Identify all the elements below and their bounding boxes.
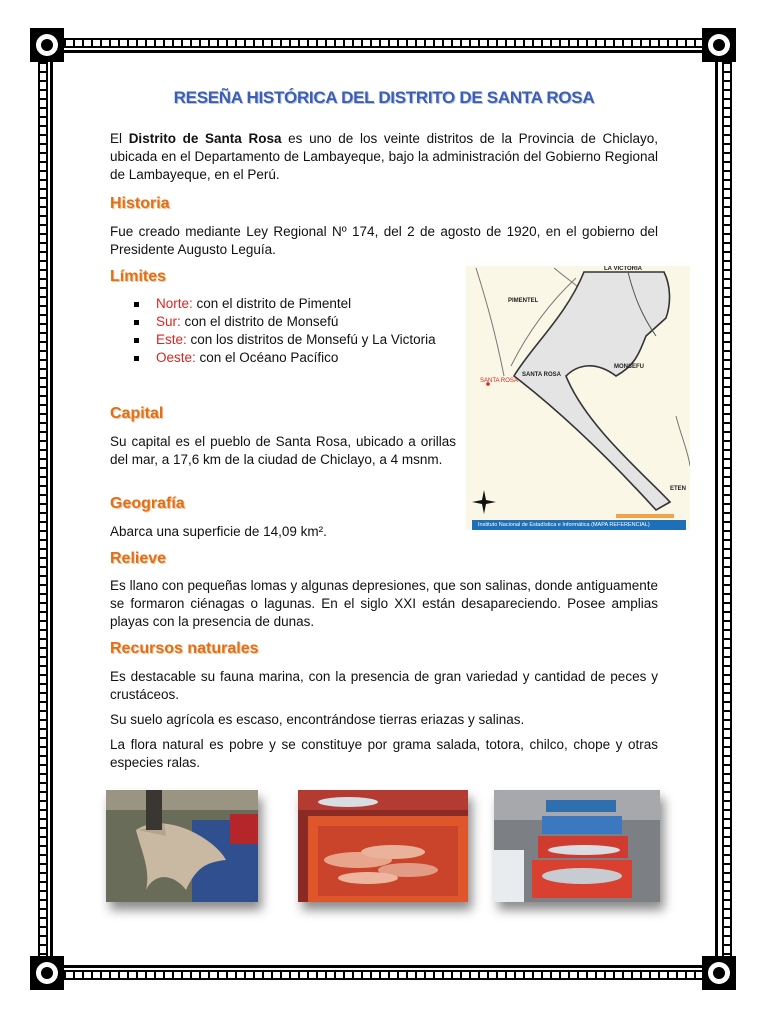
heading-recursos: Recursos naturales	[110, 640, 259, 657]
corner-ornament-top-right	[702, 28, 736, 62]
fish-market-photo	[494, 790, 660, 902]
recursos-text-3: La flora natural es pobre y se constituye por grama salada, totora, chilco, chope y otras especies ralas.	[110, 737, 658, 770]
fish-crate-photo	[298, 790, 468, 902]
list-item: Sur: con el distrito de Monsefú	[134, 313, 436, 331]
district-map-drawing	[466, 266, 690, 530]
geografia-text: Abarca una superficie de 14,09 km².	[110, 524, 327, 539]
map-source-text: Instituto Nacional de Estadística e Informática (MAPA REFERENCIAL)	[478, 522, 650, 528]
recursos-text-1: Es destacable su fauna marina, con la presencia de gran variedad y cantidad de peces y crustáceos.	[110, 669, 658, 702]
heading-capital: Capital	[110, 405, 164, 422]
recursos-text-2: Su suelo agrícola es escaso, encontrándose tierras eriazas y salinas.	[110, 712, 525, 727]
corner-ornament-top-left	[30, 28, 64, 62]
intro-bold-name: Distrito de Santa Rosa	[128, 131, 282, 146]
shark-photo	[106, 790, 258, 902]
map-label-monsefu: MONSEFU	[614, 364, 644, 370]
map-label-pimentel: PIMENTEL	[508, 298, 539, 304]
page-title: RESEÑA HISTÓRICA DEL DISTRITO DE SANTA ROSA	[173, 88, 595, 107]
map-label-la-victoria: LA VICTORIA	[604, 266, 643, 272]
frame-right-strip	[722, 60, 732, 964]
district-map	[466, 266, 690, 530]
list-item: Este: con los distritos de Monsefú y La Victoria	[134, 331, 436, 349]
historia-text: Fue creado mediante Ley Regional Nº 174, del 2 de agosto de 1920, en el gobierno del Presidente Augusto Leguía.	[110, 224, 658, 257]
capital-text: Su capital es el pueblo de Santa Rosa, ubicado a orillas del mar, a 17,6 km de la ciudad de Chiclayo, a 4 msnm.	[110, 434, 456, 467]
heading-historia: Historia	[110, 195, 170, 212]
list-item: Norte: con el distrito de Pimentel	[134, 295, 436, 313]
corner-ornament-bottom-right	[702, 956, 736, 990]
map-label-santa-rosa-marker: SANTA ROSA	[480, 378, 518, 384]
corner-ornament-bottom-left	[30, 956, 64, 990]
frame-top-strip	[44, 38, 720, 48]
heading-geografia: Geografía	[110, 495, 185, 512]
relieve-text: Es llano con pequeñas lomas y algunas depresiones, que son salinas, donde antiguamente se formaron ciénagas o lagunas. En el siglo XXI están desapareciendo. Posee amplias playas con la presencia de dunas.	[110, 578, 658, 629]
frame-bottom-strip	[44, 970, 720, 980]
intro-paragraph: El Distrito de Santa Rosa es uno de los veinte distritos de la Provincia de Chiclayo, ubicada en el Departamento de Lambayeque, bajo la administración del Gobierno Regional de Lambayeque, en el Perú.	[110, 131, 659, 182]
list-item: Oeste: con el Océano Pacífico	[134, 349, 436, 367]
compass-icon	[472, 490, 496, 514]
map-source-bar	[472, 520, 686, 530]
map-label-santa-rosa: SANTA ROSA	[522, 372, 561, 378]
map-label-eten: ETEN	[670, 486, 687, 492]
frame-left-strip	[38, 60, 48, 964]
limits-list	[134, 295, 436, 367]
heading-limites: Límites	[110, 268, 167, 285]
heading-relieve: Relieve	[110, 550, 167, 567]
